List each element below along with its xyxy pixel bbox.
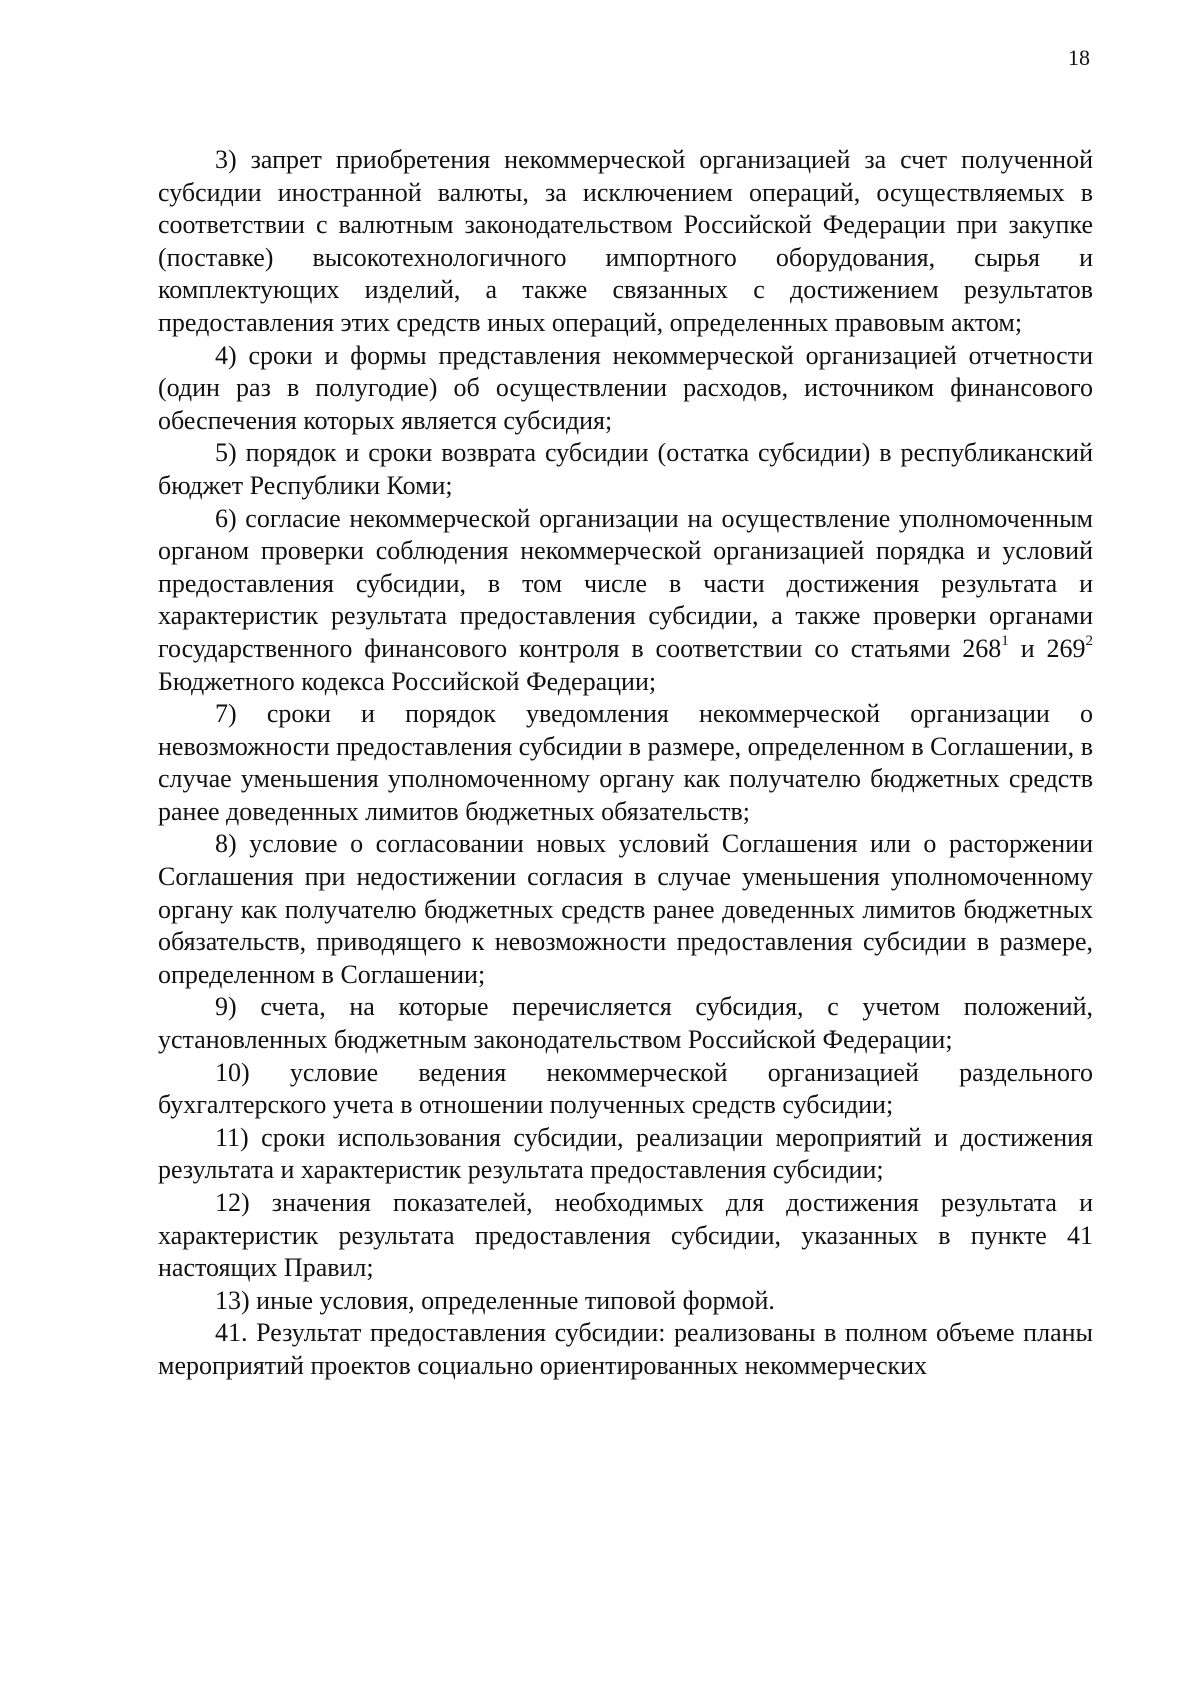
paragraph-section-41: 41. Результат предоставления субсидии: реализованы в полном объеме планы мероприятий проектов социально ориентированных некоммерческих [158, 1318, 1093, 1380]
document-body [158, 144, 1093, 1383]
paragraph-item-6-text-after: Бюджетного кодекса Российской Федерации; [158, 666, 657, 696]
footnote-superscript-2: 2 [1085, 633, 1093, 650]
paragraph-item-7: 7) сроки и порядок уведомления некоммерческой организации о невозможности предоставления субсидии в размере, определенном в Соглашении, в случае уменьшения уполномоченному органу как получателю бюджетных средств ранее доведенных лимитов бюджетных обязательств; [158, 699, 1093, 826]
page-number: 18 [1068, 45, 1090, 70]
paragraph-item-6-text-middle: и 269 [1008, 633, 1086, 663]
paragraph-item-9: 9) счета, на которые перечисляется субсидия, с учетом положений, установленных бюджетным законодательством Российской Федерации; [158, 992, 1093, 1055]
paragraph-item-3: 3) запрет приобретения некоммерческой организацией за счет полученной субсидии иностранной валюты, за исключением операций, осуществляемых в соответствии с валютным законодательством Российской Федерации при закупке (поставке) высокотехнологичного импортного оборудования, сырья и комплектующих изделий, а также связанных с достижением результатов предоставления этих средств иных операций, определенных правовым актом; [158, 145, 1093, 337]
paragraph-item-6 [158, 503, 1093, 699]
paragraph-item-8: 8) условие о согласовании новых условий Соглашения или о расторжении Соглашения при недостижении согласия в случае уменьшения уполномоченному органу как получателю бюджетных средств ранее доведенных лимитов бюджетных обязательств, приводящего к невозможности предоставления субсидии в размере, определенном в Соглашении; [158, 829, 1093, 989]
paragraph-item-11: 11) сроки использования субсидии, реализации мероприятий и достижения результата и характеристик результата предоставления субсидии; [158, 1122, 1093, 1185]
paragraph-item-6-text-before: 6) согласие некоммерческой организации на осуществление уполномоченным органом проверки соблюдения некоммерческой организацией порядка и условий предоставления субсидии, в том числе в части достижения результата и характеристик результата предоставления субсидии, а также проверки органами государственного финансового контроля в соответствии со статьями 268 [158, 503, 1093, 663]
paragraph-item-13: 13) иные условия, определенные типовой формой. [215, 1285, 775, 1315]
paragraph-item-4: 4) сроки и формы представления некоммерческой организацией отчетности (один раз в полугодие) об осуществлении расходов, источником финансового обеспечения которых является субсидия; [158, 340, 1093, 435]
paragraph-item-5: 5) порядок и сроки возврата субсидии (остатка субсидии) в республиканский бюджет Республики Коми; [158, 438, 1093, 500]
paragraph-item-10: 10) условие ведения некоммерческой организацией раздельного бухгалтерского учета в отношении полученных средств субсидии; [158, 1057, 1093, 1120]
footnote-superscript-1: 1 [1001, 633, 1009, 650]
paragraph-item-12: 12) значения показателей, необходимых для достижения результата и характеристик результата предоставления субсидии, указанных в пункте 41 настоящих Правил; [158, 1188, 1093, 1283]
